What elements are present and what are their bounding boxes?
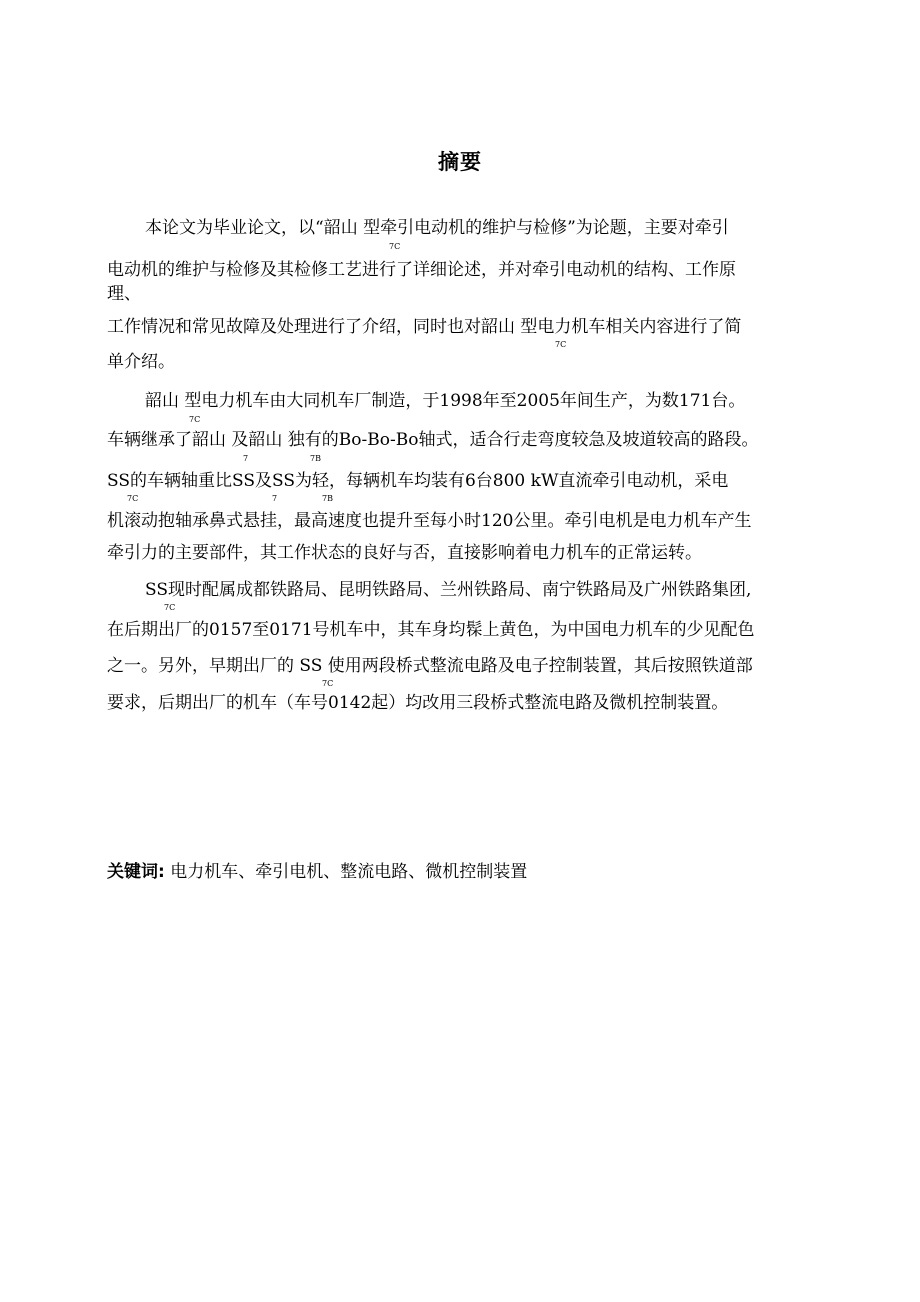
text-line: 在后期出厂的0157至0171号机车中，其车身均髹上黄色，为中国电力机车的少见配色 [107, 620, 755, 640]
subscript: 7B [310, 454, 321, 463]
text-line: 牵引力的主要部件，其工作状态的良好与否，直接影响着电力机车的正常运转。 [107, 543, 702, 563]
text-line: 工作情况和常见故障及处理进行了介绍，同时也对韶山 型电力机车相关内容进行了简 [107, 317, 742, 337]
subscript: 7C [389, 242, 401, 251]
subscript: 7 [272, 494, 278, 503]
subscript: 7B [322, 494, 333, 503]
text-line: SS现时配属成都铁路局、昆明铁路局、兰州铁路局、南宁铁路局及广州铁路集团, [145, 580, 752, 600]
text-line: 理、 [107, 284, 141, 304]
text-line: 电动机的维护与检修及其检修工艺进行了详细论述，并对牵引电动机的结构、工作原 [107, 260, 736, 280]
text-line: SS的车辆轴重比SS及SS为轻，每辆机车均装有6台800 kW直流牵引电动机，采电 [107, 471, 729, 491]
subscript: 7C [555, 340, 567, 349]
text-line: 之一。另外，早期出厂的 SS 使用两段桥式整流电路及电子控制装置，其后按照铁道部 [107, 656, 753, 676]
subscript: 7C [322, 679, 334, 688]
keywords-line [107, 862, 527, 882]
subscript: 7C [189, 415, 201, 424]
subscript: 7C [127, 494, 139, 503]
keywords-value: 电力机车、牵引电机、整流电路、微机控制装置 [170, 862, 528, 882]
text-line: 要求，后期出厂的机车（车号0142起）均改用三段桥式整流电路及微机控制装置。 [107, 693, 729, 713]
page-title: 摘要 [438, 150, 482, 174]
text-line: 机滚动抱轴承鼻式悬挂，最高速度也提升至每小时120公里。牵引电机是电力机车产生 [107, 511, 752, 531]
text-line: 韶山 型电力机车由大同机车厂制造，于1998年至2005年间生产，为数171台。 [145, 391, 746, 411]
text-line: 本论文为毕业论文，以“韶山 型牵引电动机的维护与检修”为论题，主要对牵引 [145, 218, 729, 238]
text-line: 车辆继承了韶山 及韶山 独有的Bo-Bo-Bo轴式，适合行走弯度较急及坡道较高的路段。 [107, 430, 759, 450]
keywords-label: 关键词: [107, 862, 165, 882]
text-line: 单介绍。 [107, 352, 175, 372]
subscript: 7C [164, 603, 176, 612]
subscript: 7 [243, 454, 249, 463]
